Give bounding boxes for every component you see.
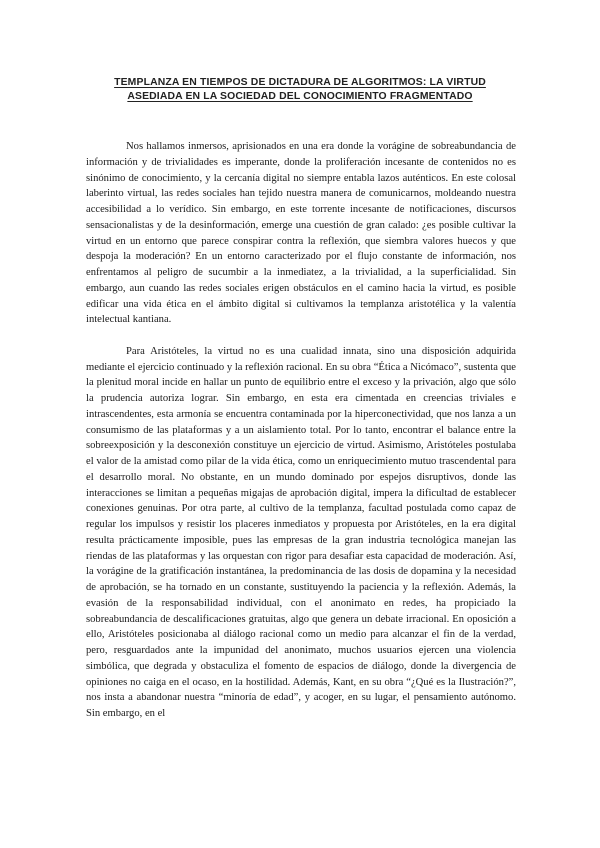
title-line-2: ASEDIADA EN LA SOCIEDAD DEL CONOCIMIENTO FRAGMENTADO <box>127 91 473 102</box>
paragraph-introduction: Nos hallamos inmersos, aprisionados en una era donde la vorágine de sobreabundancia de información y de trivialidades es imperante, donde la proliferación incesante de contenidos no es sinónimo de conocimiento, y la cercanía digital no siempre entabla lazos auténticos. En este colosal laberinto virtual, las redes sociales han tejido nuestra manera de comunicarnos, moldeando nuestra accesibilidad a lo verídico. Sin embargo, en este torrente incesante de notificaciones, discursos sensacionalistas y de la desinformación, emerge una cuestión de gran calado: ¿es posible cultivar la virtud en un entorno que parece conspirar contra la reflexión, que siembra valores huecos y que despoja la moderación? En un entorno caracterizado por el flujo constante de información, nos enfrentamos al peligro de sucumbir a la inmediatez, a la trivialidad, a la superficialidad. Sin embargo, aun cuando las redes sociales erigen obstáculos en el camino hacia la virtud, es posible edificar una vida ética en el ámbito digital si cultivamos la templanza aristotélica y la valentía intelectual kantiana. <box>86 141 516 326</box>
document-title <box>80 76 520 104</box>
document-body <box>86 139 516 738</box>
paragraph-aristotle: Para Aristóteles, la virtud no es una cualidad innata, sino una disposición adquirida mediante el ejercicio continuado y la reflexión racional. En su obra “Ética a Nicómaco”, sustenta que la plenitud moral incide en hallar un punto de equilibrio entre el exceso y la privación, algo que sólo la prudencia autoriza lograr. Sin embargo, en esta era cimentada en creencias triviales e intrascendentes, esta armonía se encuentra contaminada por la hiperconectividad, que nos lanza a un consumismo de las plataformas y a un aislamiento total. Por lo tanto, encontrar el balance entre la sobreexposición y la desconexión constituye un ejercicio de virtud. Asimismo, Aristóteles postulaba el valor de la amistad como pilar de la vida ética, como un enriquecimiento mutuo trascendental para el desarrollo moral. No obstante, en un mundo dominado por espejos disruptivos, donde las interacciones se limitan a pequeñas migajas de aprobación digital, impera la dificultad de establecer conexiones genuinas. Por otra parte, al cultivo de la templanza, facultad postulada como capaz de regular los impulsos y resistir los placeres inmediatos y propuesta por Aristóteles, en la era digital resulta prácticamente imposible, pues las empresas de la gran industria tecnológica manejan las riendas de las plataformas y las orquestan con rigor para desafiar esta capacidad de moderación. Así, la vorágine de la gratificación instantánea, la predominancia de las dosis de dopamina y la necesidad de aprobación, se ha tornado en un constante, sustituyendo la paciencia y la reflexión. Además, la evasión de la responsabilidad individual, con el anonimato en redes, ha propiciado la sobreabundancia de descalificaciones gratuitas, algo que genera un debate irracional. En oposición a ello, Aristóteles posicionaba al diálogo racional como un medio para alcanzar el fin de la verdad, pero, resguardados ante la impunidad del anonimato, muchos usuarios ejercen una violencia simbólica, que degrada y obstaculiza el fomento de espacios de diálogo, donde la divergencia de opiniones no caiga en el ocaso, en la hostilidad. Además, Kant, en su obra “¿Qué es la Ilustración?”, nos insta a abandonar nuestra “minoría de edad”, y acoger, en su lugar, el pensamiento autónomo. Sin embargo, en el <box>86 345 516 719</box>
title-line-1: TEMPLANZA EN TIEMPOS DE DICTADURA DE ALGORITMOS: LA VIRTUD <box>114 77 486 88</box>
